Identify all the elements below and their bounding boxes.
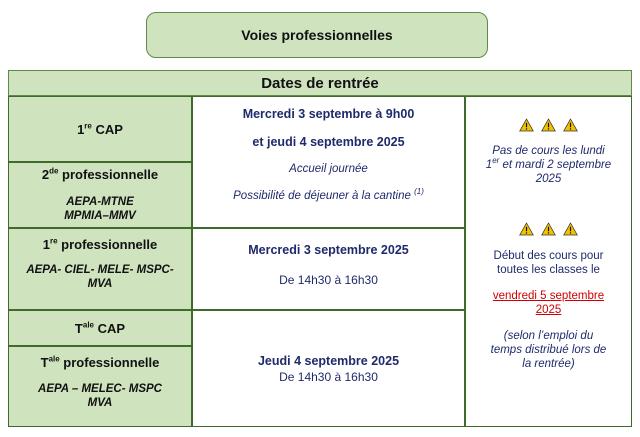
level-pro-terminale-specialties: AEPA – MELEC- MSPC MVA [38, 383, 162, 409]
warning-triangle-icon [541, 118, 556, 132]
level-pro1-specialties: AEPA- CIEL- MELE- MSPC- MVA [26, 264, 174, 290]
level-cap-terminale [8, 310, 192, 346]
start-date-highlight: vendredi 5 septembre 2025 [492, 290, 605, 316]
level-cap-terminale-label: $T^{ale}$ CAP [74, 320, 126, 336]
warning-triangle-icon [563, 118, 578, 132]
footnote-marker: (1) [414, 187, 424, 197]
level-pro-terminale-label: $T^{ale}$ professionnelle [40, 354, 160, 370]
banner-title: Voies professionnelles [241, 27, 393, 43]
dates-block-1-line4: Possibilité de déjeuner à la cantine $^{(1)}$ [233, 187, 424, 202]
level-pro2-label: 2de professionnelle [41, 166, 159, 182]
level-pro1-label: 1re professionnelle [42, 236, 158, 252]
level-pro2-specialties: AEPA-MTNE MPMIA–MMV [64, 196, 136, 222]
dates-block-3-line2: De 14h30 à 16h30 [279, 369, 378, 384]
note-no-classes: Pas de cours les lundi 1er et mardi 2 septembre 2025 [485, 145, 612, 185]
warning-triangle-icon [563, 222, 578, 236]
warning-icons-2 [519, 222, 578, 236]
dates-block-3-line1: Jeudi 4 septembre 2025 [257, 353, 400, 368]
notes-column [465, 96, 632, 427]
dates-block-1 [192, 96, 465, 228]
dates-block-2 [192, 228, 465, 310]
level-pro2 [8, 162, 192, 228]
level-pro-terminale [8, 346, 192, 427]
level-cap1-label: 1re CAP [77, 121, 123, 137]
dates-block-1-line1: Mercredi 3 septembre à 9h00 [242, 107, 415, 121]
note-schedule: (selon l’emploi du temps distribué lors de la rentrée) [490, 330, 607, 370]
table-header [8, 70, 632, 96]
section-banner [146, 12, 488, 58]
schedule-table [8, 70, 632, 427]
table-header-label: Dates de rentrée [261, 74, 379, 92]
dates-block-1-line2: et jeudi 4 septembre 2025 [252, 135, 405, 149]
warning-triangle-icon [519, 118, 534, 132]
level-pro1 [8, 228, 192, 310]
level-cap1 [8, 96, 192, 162]
dates-block-2-line1: Mercredi 3 septembre 2025 [248, 243, 409, 257]
dates-block-3 [192, 310, 465, 427]
warning-icons-1 [519, 118, 578, 132]
dates-block-1-line3: Accueil journée [289, 163, 368, 175]
dates-block-2-line2: De 14h30 à 16h30 [279, 273, 378, 287]
note-start-of-classes: Début des cours pour toutes les classes le [493, 250, 604, 276]
warning-triangle-icon [519, 222, 534, 236]
warning-triangle-icon [541, 222, 556, 236]
